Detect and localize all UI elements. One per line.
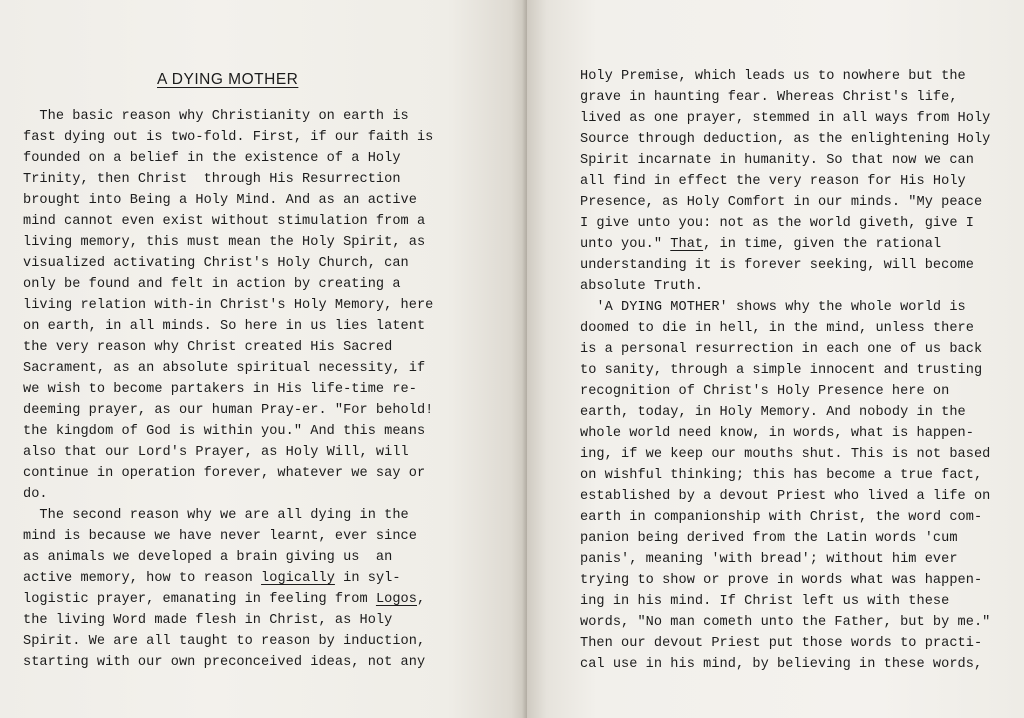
text-line: founded on a belief in the existence of a Holy	[23, 151, 401, 166]
text-line: doomed to die in hell, in the mind, unless there	[580, 321, 974, 336]
text-line: mind cannot even exist without stimulation from a	[23, 214, 426, 229]
text-line: do.	[23, 487, 48, 502]
text-line: as animals we developed a brain giving us an	[23, 550, 393, 565]
text-line: ing in his mind. If Christ left us with these	[580, 594, 950, 609]
text-line: on earth, in all minds. So here in us lies latent	[23, 319, 426, 334]
text-line: Holy Premise, which leads us to nowhere but the	[580, 69, 966, 84]
right-page-body	[580, 66, 1024, 675]
text-line: trying to show or prove in words what was happen-	[580, 573, 983, 588]
text-line: Source through deduction, as the enlightening Holy	[580, 132, 991, 147]
text-line: The second reason why we are all dying in the	[23, 508, 409, 523]
text-line: living memory, this must mean the Holy Spirit, as	[23, 235, 426, 250]
underlined-word: Logos	[375, 592, 417, 607]
text-line: ing, if we keep our mouths shut. This is not based	[580, 447, 991, 462]
text-line: also that our Lord's Prayer, as Holy Will, will	[23, 445, 409, 460]
text-line: deeming prayer, as our human Pray-er. "For behold!	[23, 403, 434, 418]
text-line: all find in effect the very reason for His Holy	[580, 174, 966, 189]
text-line: I give unto you: not as the world giveth, give I	[580, 216, 974, 231]
underlined-word: That	[670, 237, 704, 252]
text-line: mind is because we have never learnt, ever since	[23, 529, 417, 544]
text-line: Spirit. We are all taught to reason by induction,	[23, 634, 426, 649]
text-line: absolute Truth.	[580, 279, 704, 294]
text-line: brought into Being a Holy Mind. And as an active	[23, 193, 417, 208]
text-line: on wishful thinking; this has become a true fact,	[580, 468, 983, 483]
right-page	[527, 0, 1024, 718]
text-line: words, "No man cometh unto the Father, but by me."	[580, 615, 991, 630]
text-line: unto you." That, in time, given the rational	[580, 237, 942, 252]
text-line: active memory, how to reason logically in syl-	[23, 571, 401, 586]
text-line: Trinity, then Christ through His Resurrection	[23, 172, 401, 187]
text-line: established by a devout Priest who lived a life on	[580, 489, 991, 504]
text-line: The basic reason why Christianity on earth is	[23, 109, 409, 124]
underlined-word: logically	[261, 571, 335, 586]
text-line: the kingdom of God is within you." And this means	[23, 424, 426, 439]
text-line: is a personal resurrection in each one of us back	[580, 342, 983, 357]
text-line: Spirit incarnate in humanity. So that now we can	[580, 153, 974, 168]
text-line: to sanity, through a simple innocent and trusting	[580, 363, 983, 378]
text-line: starting with our own preconceived ideas, not any	[23, 655, 426, 670]
text-line: we wish to become partakers in His life-time re-	[23, 382, 417, 397]
text-line: fast dying out is two-fold. First, if our faith is	[23, 130, 434, 145]
text-line: grave in haunting fear. Whereas Christ's life,	[580, 90, 958, 105]
text-line: panion being derived from the Latin words 'cum	[580, 531, 958, 546]
text-line: whole world need know, in words, what is happen-	[580, 426, 974, 441]
text-line: 'A DYING MOTHER' shows why the whole world is	[580, 300, 966, 315]
text-line: panis', meaning 'with bread'; without him ever	[580, 552, 958, 567]
text-line: the very reason why Christ created His Sacred	[23, 340, 393, 355]
text-line: living relation with-in Christ's Holy Memory, here	[23, 298, 434, 313]
text-line: earth in companionship with Christ, the word com-	[580, 510, 983, 525]
text-line: Then our devout Priest put those words to practi-	[580, 636, 983, 651]
text-line: understanding it is forever seeking, will become	[580, 258, 974, 273]
chapter-title: A DYING MOTHER	[157, 71, 299, 88]
text-line: logistic prayer, emanating in feeling from Logos,	[23, 592, 426, 607]
text-line: visualized activating Christ's Holy Church, can	[23, 256, 409, 271]
text-line: Presence, as Holy Comfort in our minds. "My peace	[580, 195, 983, 210]
text-line: cal use in his mind, by believing in these words,	[580, 657, 983, 672]
text-line: only be found and felt in action by creating a	[23, 277, 401, 292]
text-line: recognition of Christ's Holy Presence here on	[580, 384, 950, 399]
text-line: Sacrament, as an absolute spiritual necessity, if	[23, 361, 426, 376]
left-page-body	[23, 106, 527, 673]
text-line: earth, today, in Holy Memory. And nobody in the	[580, 405, 966, 420]
text-line: lived as one prayer, stemmed in all ways from Holy	[580, 111, 991, 126]
text-line: continue in operation forever, whatever we say or	[23, 466, 426, 481]
text-line: the living Word made flesh in Christ, as Holy	[23, 613, 393, 628]
